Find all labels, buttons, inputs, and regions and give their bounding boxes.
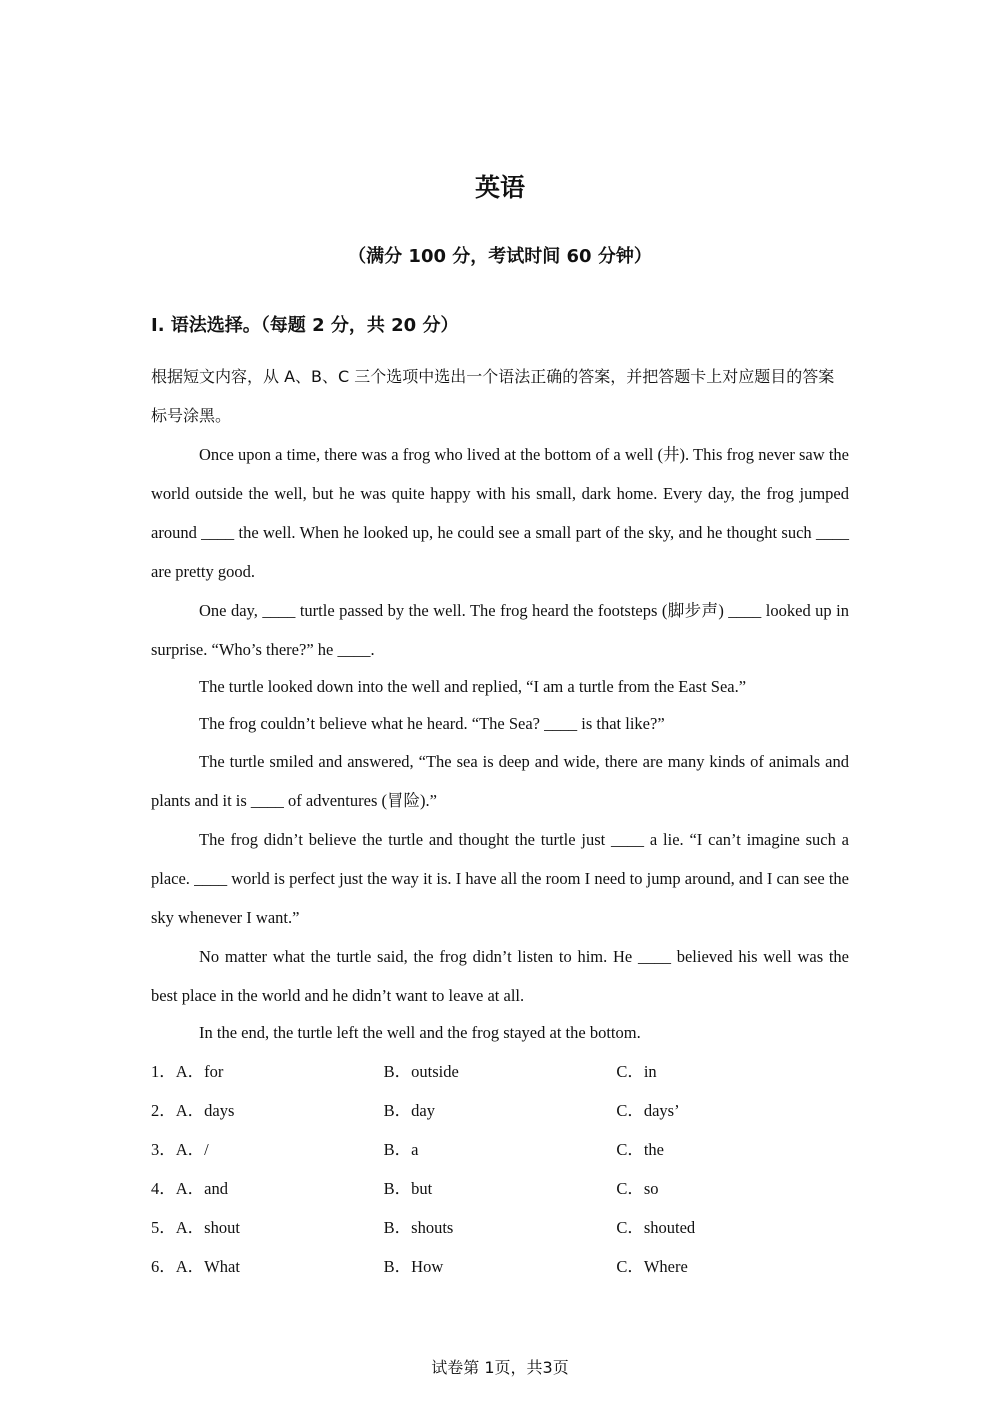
page-title: 英语 bbox=[474, 173, 525, 202]
option-b: B．but bbox=[383, 1178, 433, 1198]
question-row bbox=[151, 1052, 849, 1091]
option-b: B．shouts bbox=[383, 1217, 454, 1237]
option-b: B．How bbox=[383, 1256, 444, 1276]
option-a: 3．A．/ bbox=[151, 1139, 209, 1159]
passage-paragraph: One day, ____ turtle passed by the well. The frog heard the footsteps (脚步声) ____ looked up in surprise. “Who’s there?” he ____. bbox=[151, 601, 849, 659]
option-c: C．Where bbox=[616, 1256, 688, 1276]
passage-paragraph: In the end, the turtle left the well and the frog stayed at the bottom. bbox=[199, 1023, 641, 1042]
option-a: 2．A．days bbox=[151, 1100, 235, 1120]
question-row bbox=[151, 1247, 849, 1286]
section-heading: I. 语法选择。（每题 2 分，共 20 分） bbox=[151, 315, 459, 336]
option-c: C．so bbox=[616, 1178, 659, 1198]
option-a: 6．A．What bbox=[151, 1256, 240, 1276]
option-a: 4．A．and bbox=[151, 1178, 228, 1198]
option-b: B．a bbox=[383, 1139, 419, 1159]
passage-paragraph: The turtle smiled and answered, “The sea is deep and wide, there are many kinds of animals and plants and it is ____ of adventures (冒险).” bbox=[151, 752, 849, 810]
question-row bbox=[151, 1208, 849, 1247]
passage-paragraph: No matter what the turtle said, the frog didn’t listen to him. He ____ believed his well was the best place in the world and he didn’t want to leave at all. bbox=[151, 947, 849, 1005]
passage-paragraph: The frog couldn’t believe what he heard. “The Sea? ____ is that like?” bbox=[199, 713, 665, 733]
question-options bbox=[151, 1052, 849, 1286]
option-a: 5．A．shout bbox=[151, 1217, 240, 1237]
option-a: 1．A．for bbox=[151, 1061, 224, 1081]
option-b: B．day bbox=[383, 1100, 436, 1120]
instructions: 根据短文内容，从 A、B、C 三个选项中选出一个语法正确的答案，并把答题卡上对应题目的答案标号涂黑。 bbox=[151, 367, 835, 425]
section-content bbox=[151, 357, 849, 1286]
option-c: C．the bbox=[616, 1139, 665, 1159]
option-c: C．shouted bbox=[616, 1217, 696, 1237]
passage-paragraph: Once upon a time, there was a frog who lived at the bottom of a well (井). This frog never saw the world outside the well, but he was quite happy with his small, dark home. Every day, the frog jumped around ____ the well. When he looked up, he could see a small part of the sky, and he thought such ____ are pretty good. bbox=[151, 445, 849, 581]
option-b: B．outside bbox=[383, 1061, 459, 1081]
passage-paragraph: The turtle looked down into the well and replied, “I am a turtle from the East Sea.” bbox=[199, 677, 747, 696]
page-subtitle: （满分 100 分，考试时间 60 分钟） bbox=[348, 246, 652, 267]
question-row bbox=[151, 1169, 849, 1208]
option-c: C．in bbox=[616, 1061, 657, 1081]
question-row bbox=[151, 1130, 849, 1169]
page-footer: 试卷第 1页，共3页 bbox=[431, 1358, 569, 1377]
passage-paragraph: The frog didn’t believe the turtle and thought the turtle just ____ a lie. “I can’t imagine such a place. ____ world is perfect just the way it is. I have all the room I need to jump around, and I can see the sky whenever I want.” bbox=[151, 830, 849, 927]
question-row bbox=[151, 1091, 849, 1130]
option-c: C．days’ bbox=[616, 1100, 680, 1120]
